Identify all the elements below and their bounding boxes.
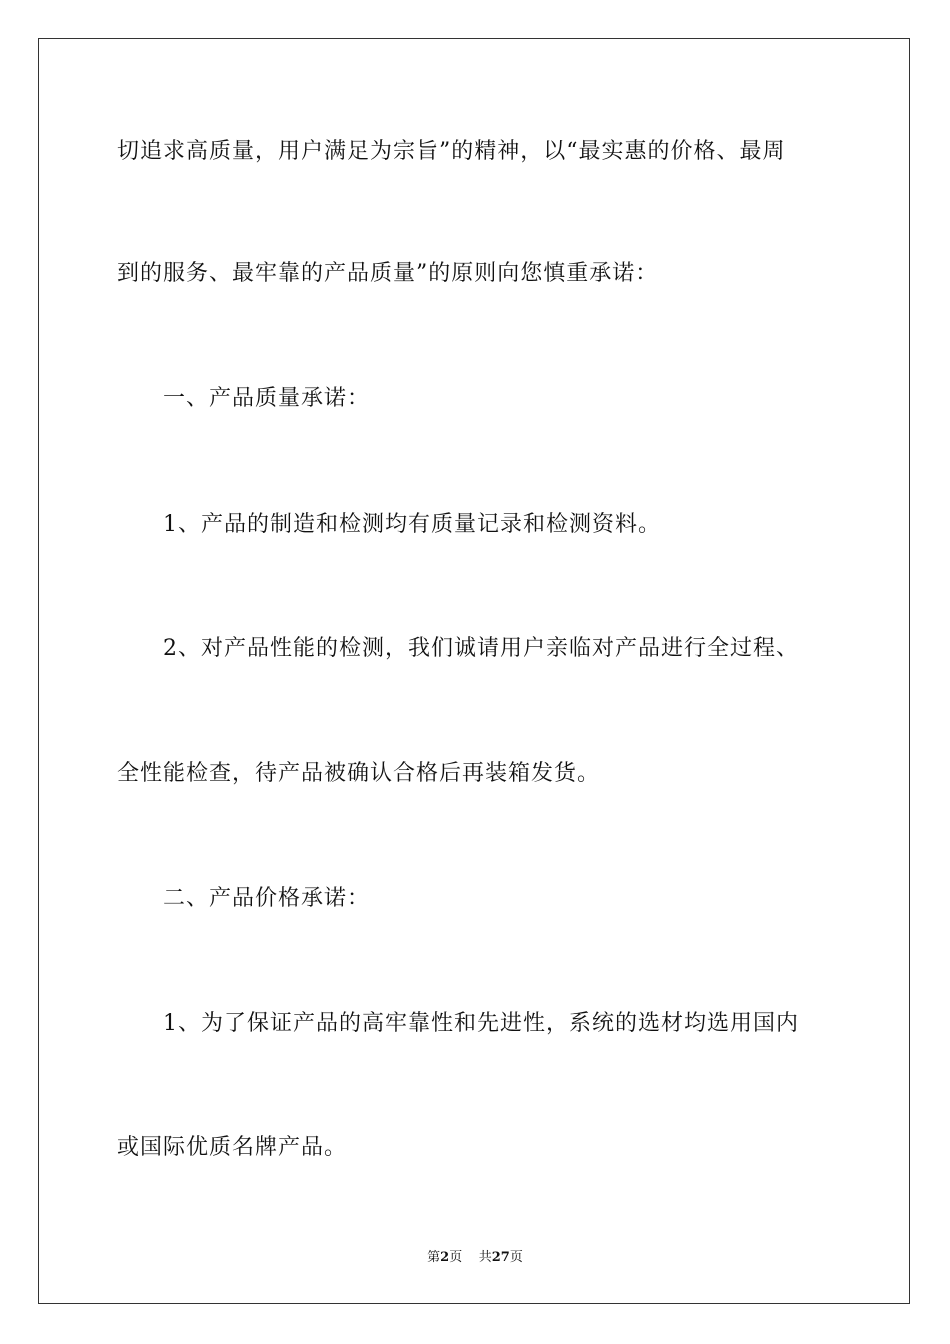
footer-page-prefix: 第 xyxy=(427,1250,441,1265)
section-heading-quality: 一、产品质量承诺： xyxy=(163,386,371,411)
quality-item-2-line-1: 2、对产品性能的检测，我们诚请用户亲临对产品进行全过程、 xyxy=(163,636,799,661)
footer-total-suffix: 页 xyxy=(509,1250,523,1265)
footer-page-number: 2 xyxy=(440,1250,450,1265)
footer-total-prefix: 共 xyxy=(478,1250,492,1265)
paragraph-line-1: 切追求高质量，用户满足为宗旨”的精神，以“最实惠的价格、最周 xyxy=(117,139,786,164)
paragraph-line-2: 到的服务、最牢靠的产品质量”的原则向您慎重承诺： xyxy=(117,261,659,286)
page-border xyxy=(38,38,910,1304)
footer-total-pages: 27 xyxy=(491,1250,510,1265)
footer-page-suffix: 页 xyxy=(449,1250,463,1265)
quality-item-1: 1、产品的制造和检测均有质量记录和检测资料。 xyxy=(163,512,661,537)
quality-item-2-line-2: 全性能检查，待产品被确认合格后再装箱发货。 xyxy=(117,761,601,786)
price-item-1-line-2: 或国际优质名牌产品。 xyxy=(117,1135,348,1160)
section-heading-price: 二、产品价格承诺： xyxy=(163,886,371,911)
price-item-1-line-1: 1、为了保证产品的高牢靠性和先进性，系统的选材均选用国内 xyxy=(163,1011,799,1036)
page-footer xyxy=(0,1246,950,1265)
